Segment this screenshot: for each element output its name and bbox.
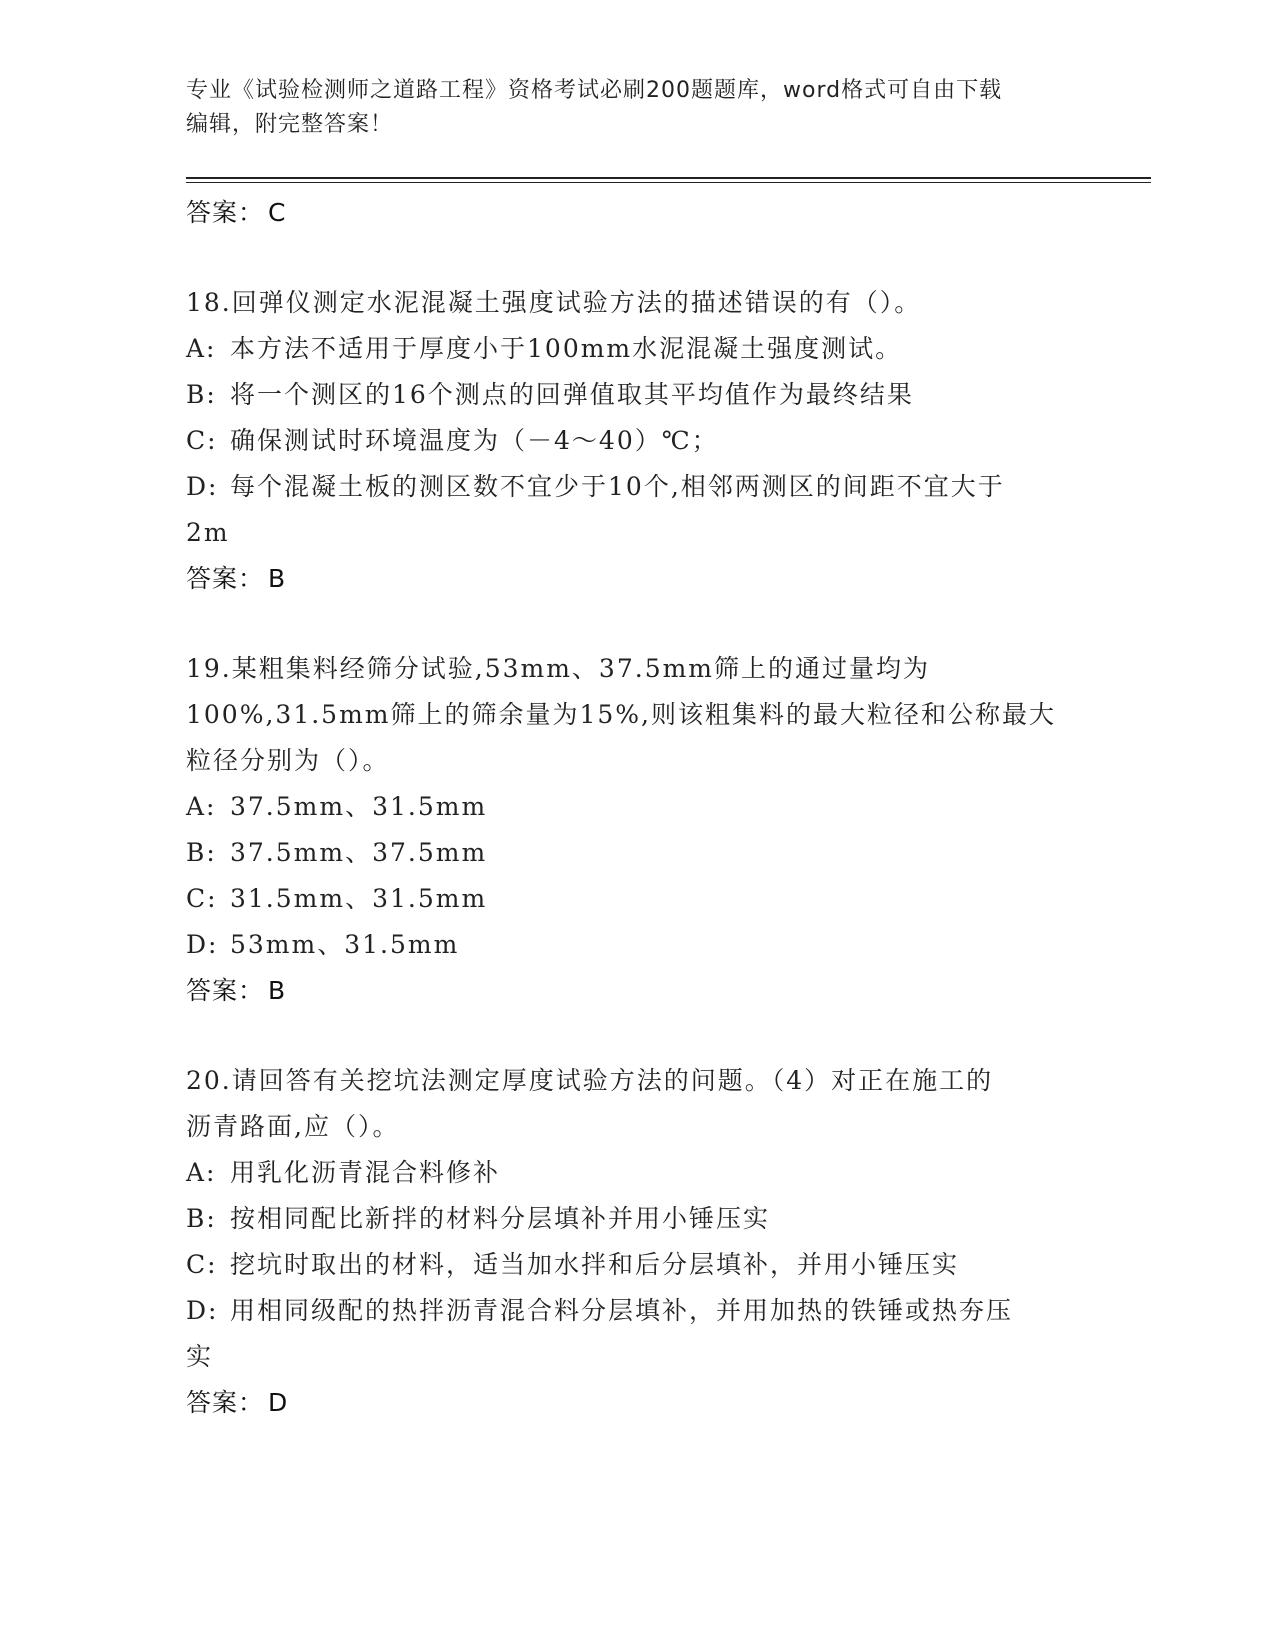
option-text: 本方法不适用于厚度小于100mm水泥混凝土强度测试。	[230, 334, 903, 363]
option-continuation: 实	[186, 1342, 214, 1371]
previous-answer	[186, 190, 1086, 236]
answer-value: B	[268, 564, 286, 593]
option-letter: B:	[186, 380, 217, 409]
option-line	[186, 1196, 1086, 1242]
answer-line	[186, 968, 1086, 1014]
document-header	[186, 74, 1066, 142]
option-text: 37.5mm、31.5mm	[230, 792, 488, 821]
answer-label: 答案：	[186, 1388, 265, 1417]
option-letter: D:	[186, 930, 219, 959]
option-text: 53mm、31.5mm	[230, 930, 460, 959]
answer-value: C	[268, 198, 286, 227]
question-text: 沥青路面,应（）。	[186, 1112, 400, 1141]
answer-line	[186, 556, 1086, 602]
spacer	[186, 602, 1086, 646]
option-line	[186, 922, 1086, 968]
header-line-2: 编辑，附完整答案！	[186, 112, 394, 137]
answer-value: B	[268, 976, 286, 1005]
option-text: 用相同级配的热拌沥青混合料分层填补，并用加热的铁锤或热夯压	[230, 1296, 1014, 1325]
option-text: 确保测试时环境温度为（－4～40）℃；	[230, 426, 719, 455]
question-text: 粒径分别为（）。	[186, 746, 390, 775]
answer-label: 答案：	[186, 198, 265, 227]
option-line	[186, 876, 1086, 922]
question-text: 100%,31.5mm筛上的筛余量为15%,则该粗集料的最大粒径和公称最大	[186, 700, 1057, 729]
option-line	[186, 464, 1086, 510]
question-text: 19.某粗集料经筛分试验,53mm、37.5mm筛上的通过量均为	[186, 654, 931, 683]
option-line	[186, 1288, 1086, 1334]
answer-label: 答案：	[186, 976, 265, 1005]
spacer	[186, 1014, 1086, 1058]
option-letter: A:	[186, 1158, 217, 1187]
option-letter: B:	[186, 838, 217, 867]
option-letter: C:	[186, 1250, 218, 1279]
option-line	[186, 830, 1086, 876]
option-line	[186, 1242, 1086, 1288]
option-letter: C:	[186, 426, 218, 455]
option-text: 挖坑时取出的材料，适当加水拌和后分层填补，并用小锤压实	[230, 1250, 960, 1279]
option-text: 37.5mm、37.5mm	[230, 838, 488, 867]
answer-value: D	[268, 1388, 288, 1417]
option-line	[186, 372, 1086, 418]
header-divider-thin	[186, 182, 1151, 183]
option-line	[186, 326, 1086, 372]
option-line	[186, 418, 1086, 464]
option-letter: B:	[186, 1204, 217, 1233]
option-line	[186, 784, 1086, 830]
spacer	[186, 236, 1086, 280]
question-text: 20.请回答有关挖坑法测定厚度试验方法的问题。（4）对正在施工的	[186, 1066, 994, 1095]
question-text: 18.回弹仪测定水泥混凝土强度试验方法的描述错误的有（）。	[186, 288, 922, 317]
option-text: 每个混凝土板的测区数不宜少于10个,相邻两测区的间距不宜大于	[230, 472, 1005, 501]
option-letter: A:	[186, 334, 217, 363]
question-block	[186, 280, 1086, 602]
header-divider	[186, 177, 1151, 179]
option-letter: A:	[186, 792, 217, 821]
question-block	[186, 1058, 1086, 1426]
question-block	[186, 646, 1086, 1014]
question-list	[186, 190, 1086, 1426]
option-text: 将一个测区的16个测点的回弹值取其平均值作为最终结果	[230, 380, 914, 409]
option-letter: C:	[186, 884, 218, 913]
option-text: 31.5mm、31.5mm	[230, 884, 488, 913]
option-continuation: 2m	[186, 518, 230, 547]
option-letter: D:	[186, 1296, 219, 1325]
option-text: 用乳化沥青混合料修补	[230, 1158, 501, 1187]
header-line-1: 专业《试验检测师之道路工程》资格考试必刷200题题库，word格式可自由下载	[186, 78, 1003, 103]
answer-line	[186, 1380, 1086, 1426]
option-line	[186, 1150, 1086, 1196]
answer-label: 答案：	[186, 564, 265, 593]
option-text: 按相同配比新拌的材料分层填补并用小锤压实	[230, 1204, 771, 1233]
option-letter: D:	[186, 472, 219, 501]
